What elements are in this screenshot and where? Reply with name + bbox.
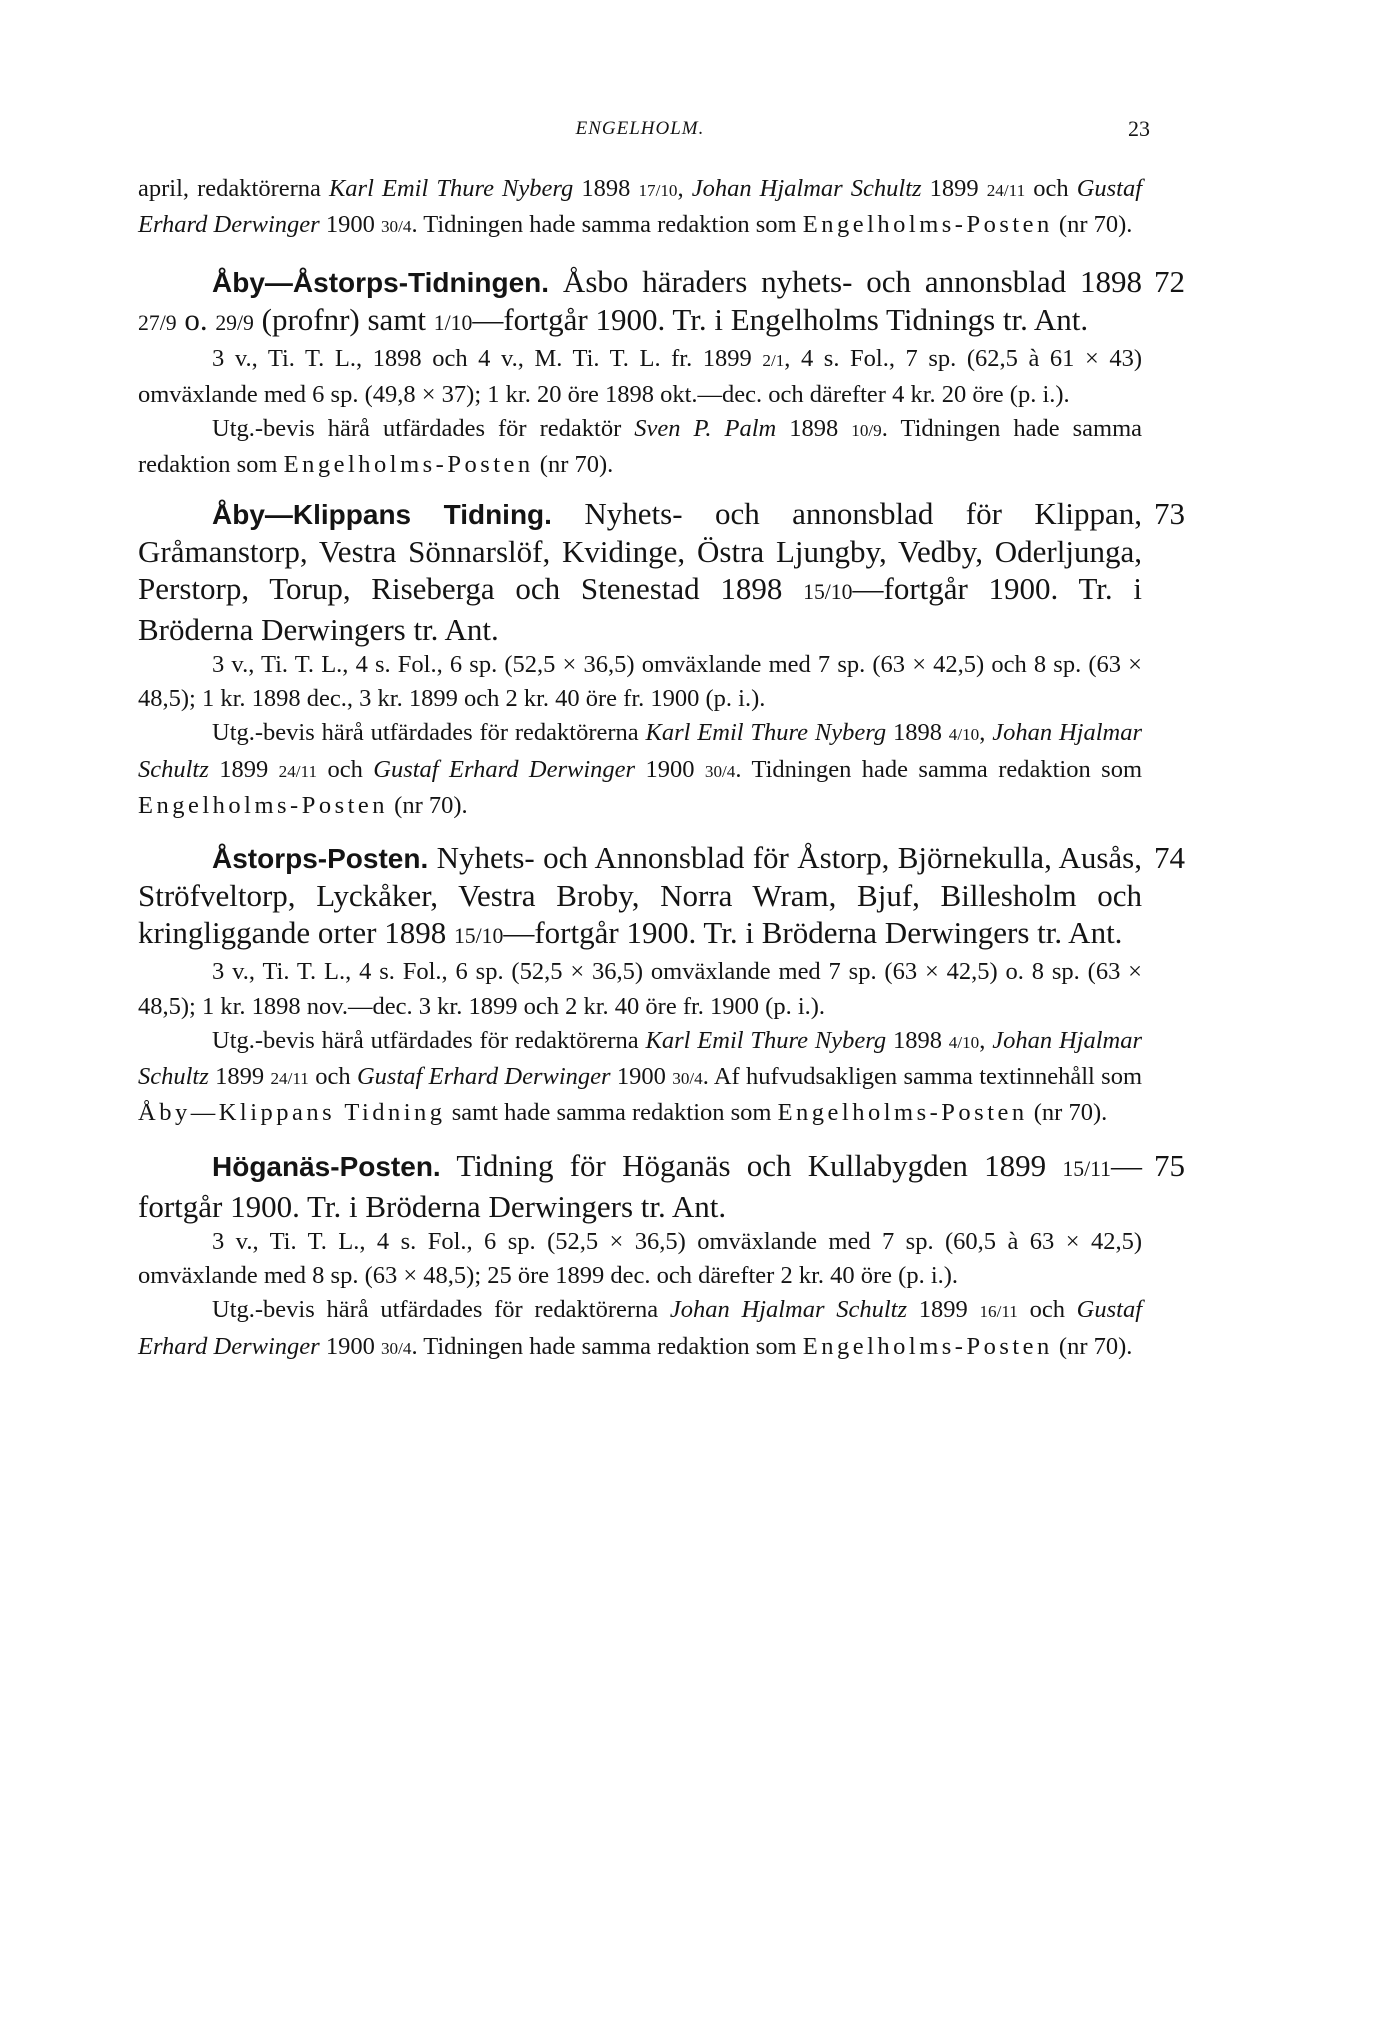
text-column: [138, 172, 1185, 1366]
newspaper-entry: [138, 495, 1185, 823]
entry-bevis: Utg.-bevis härå utfärdades för redaktör Sven P. Palm 1898 10/9. Tidningen hade samma redaktion som Engelholms-Posten (nr 70).: [138, 415, 1143, 479]
entry-title: Åstorps-Posten.: [212, 843, 429, 875]
entry-number: 73: [1154, 495, 1185, 531]
entry-bevis: Utg.-bevis härå utfärdades för redaktörerna Karl Emil Thure Nyberg 1898 4/10, Johan Hjalmar Schultz 1899 24/11 och Gustaf Erhard Derwinger 1900 30/4. Af hufvudsakligen samma textinnehåll som Åby—Klippans Tidning samt hade samma redaktion som Engelholms-Posten (nr 70).: [138, 1026, 1143, 1127]
entry-lead: Åstorps-Posten. Nyhets- och Annonsblad för Åstorp, Björnekulla, Ausås, Ströfveltorp, Lyckåker, Vestra Broby, Norra Wram, Bjuf, Billesholm och kringliggande orter 1898 15/10—fortgår 1900. Tr. i Bröderna Derwingers tr. Ant. 74: [138, 840, 1185, 951]
running-head: ENGELHOLM.: [575, 118, 705, 139]
entry-title: Åby—Klippans Tidning.: [212, 498, 552, 530]
entry-number: 72: [1154, 263, 1185, 299]
entry-lead: Åby—Klippans Tidning. Nyhets- och annonsblad för Klippan, Gråmanstorp, Vestra Sönnarslöf, Kvidinge, Östra Ljungby, Vedby, Oderljunga, Perstorp, Torup, Riseberga och Stenestad 1898 15/10—fortgår 1900. Tr. i Bröderna Derwingers tr. Ant. 73: [138, 495, 1185, 647]
entry-lead: Höganäs-Posten. Tidning för Höganäs och Kullabygden 1899 15/11—fortgår 1900. Tr. i Bröderna Derwingers tr. Ant. 75: [138, 1147, 1185, 1224]
newspaper-entry: [138, 263, 1185, 483]
page-number: 23: [1128, 116, 1150, 141]
entry-details: 3 v., Ti. T. L., 4 s. Fol., 6 sp. (52,5 × 36,5) omväxlande med 7 sp. (63 × 42,5) och 8 sp. (63 × 48,5); 1 kr. 1898 dec., 3 kr. 1899 och 2 kr. 40 öre fr. 1900 (p. i.).: [138, 650, 1142, 713]
entry-title: Höganäs-Posten.: [212, 1150, 441, 1182]
entry-number: 74: [1154, 840, 1185, 876]
entry-title: Åby—Åstorps-Tidningen.: [212, 266, 550, 298]
entry-bevis: Utg.-bevis härå utfärdades för redaktörerna Johan Hjalmar Schultz 1899 16/11 och Gustaf Erhard Derwinger 1900 30/4. Tidningen hade samma redaktion som Engelholms-Posten (nr 70).: [138, 1296, 1143, 1360]
newspaper-entry: [138, 839, 1185, 1130]
entry-details: 3 v., Ti. T. L., 1898 och 4 v., M. Ti. T. L. fr. 1899 2/1, 4 s. Fol., 7 sp. (62,5 à 61 × 43) omväxlande med 6 sp. (49,8 × 37); 1 kr. 20 öre 1898 okt.—dec. och därefter 4 kr. 20 öre (p. i.).: [138, 344, 1142, 408]
entry-number: 75: [1154, 1147, 1185, 1183]
newspaper-entry: [138, 1147, 1185, 1366]
intro-paragraph: april, redaktörerna Karl Emil Thure Nyberg 1898 17/10, Johan Hjalmar Schultz 1899 24/11 och Gustaf Erhard Derwinger 1900 30/4. Tidningen hade samma redaktion som Engelholms-Posten (nr 70).: [138, 175, 1143, 239]
entry-lead: Åby—Åstorps-Tidningen. Åsbo häraders nyhets- och annonsblad 1898 27/9 o. 29/9 (profnr) samt 1/10—fortgår 1900. Tr. i Engelholms Tidnings tr. Ant. 72: [138, 263, 1185, 337]
entry-bevis: Utg.-bevis härå utfärdades för redaktörerna Karl Emil Thure Nyberg 1898 4/10, Johan Hjalmar Schultz 1899 24/11 och Gustaf Erhard Derwinger 1900 30/4. Tidningen hade samma redaktion som Engelholms-Posten (nr 70).: [138, 719, 1143, 819]
page-header: [130, 118, 1150, 158]
entry-details: 3 v., Ti. T. L., 4 s. Fol., 6 sp. (52,5 × 36,5) omväxlande med 7 sp. (60,5 à 63 × 42,5) omväxlande med 8 sp. (63 × 48,5); 25 öre 1899 dec. och därefter 2 kr. 40 öre (p. i.).: [138, 1227, 1142, 1290]
entry-details: 3 v., Ti. T. L., 4 s. Fol., 6 sp. (52,5 × 36,5) omväxlande med 7 sp. (63 × 42,5) o. 8 sp. (63 × 48,5); 1 kr. 1898 nov.—dec. 3 kr. 1899 och 2 kr. 40 öre fr. 1900 (p. i.).: [138, 958, 1142, 1020]
